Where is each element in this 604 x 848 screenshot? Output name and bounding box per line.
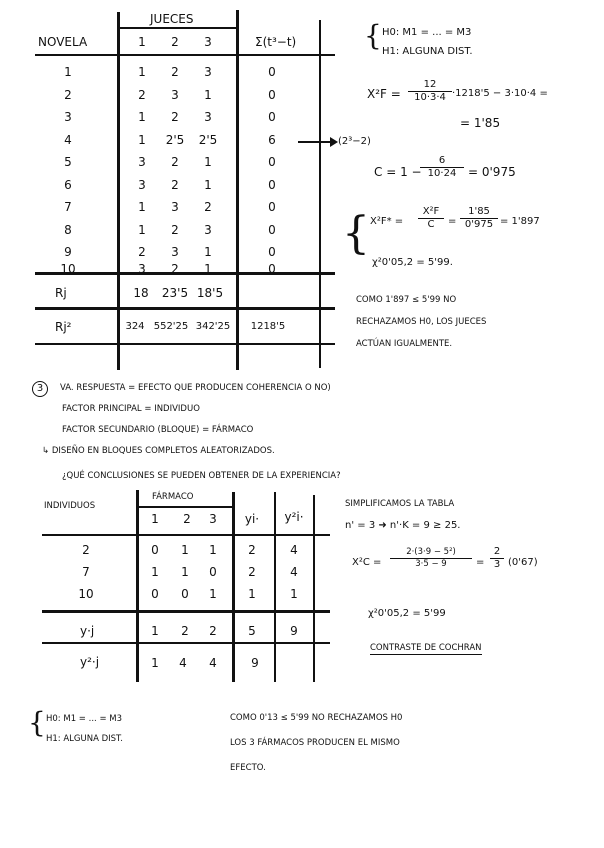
t1-col-novela: NOVELA	[38, 35, 88, 49]
t2-yj-label: y·j	[80, 624, 95, 638]
t1-col-judge-3: 3	[204, 35, 212, 49]
c-lhs: C = 1 −	[374, 165, 422, 179]
xf-result: = 1'85	[460, 116, 501, 130]
t2-yj-2: 2	[181, 624, 189, 638]
xfstar-lhs: X²F* =	[370, 216, 404, 227]
t1-row-8-sum: 0	[268, 222, 276, 237]
arrow-note: (2³−2)	[338, 136, 371, 147]
t1-row-7-sum: 0	[268, 200, 276, 214]
t1-col-judge-2: 2	[171, 35, 179, 49]
t2-row-1-farmaco-1: 0	[151, 543, 159, 557]
t2-yj-1: 1	[151, 624, 159, 638]
t1-row-4-sum: 6	[268, 132, 276, 147]
t1-row-4-novela: 4	[64, 132, 72, 147]
xf-frac-den: 10·3·4	[414, 92, 446, 103]
t2-row-1-yi2: 4	[290, 543, 298, 557]
conclusion1-c: ACTÚAN IGUALMENTE.	[356, 339, 453, 349]
t1-row-1-sum: 0	[268, 65, 276, 79]
t1-row-9-judge-3: 1	[204, 245, 212, 259]
section3-line3: FACTOR SECUNDARIO (BLOQUE) = FÁRMACO	[62, 425, 254, 435]
simplify-line: SIMPLIFICAMOS LA TABLA	[345, 499, 455, 509]
t1-row-6-novela: 6	[64, 177, 72, 192]
t2-yj-3: 2	[209, 624, 217, 638]
t1-row-6-sum: 0	[268, 177, 276, 192]
t2-row-1-farmaco-2: 1	[181, 543, 189, 557]
t2-row-3-farmaco-3: 1	[209, 587, 217, 601]
t1-row-10-novela: 10	[60, 261, 76, 276]
t1-row-7-judge-3: 2	[204, 200, 212, 214]
t2-row-2-farmaco-2: 1	[181, 565, 189, 579]
t2-col-yi: yi·	[244, 512, 260, 526]
t1-row-6-judge-1: 3	[138, 177, 146, 192]
t1-rj-1: 18	[133, 286, 149, 300]
t1-rj-2: 23'5	[161, 286, 189, 300]
t1-row-1-judge-2: 2	[171, 65, 179, 79]
bottom-line3: EFECTO.	[230, 763, 266, 773]
t2-col-f3: 3	[209, 512, 217, 526]
xc-num2: 2	[490, 547, 504, 559]
t2-col-f1: 1	[151, 512, 159, 526]
t1-row-7-judge-2: 3	[171, 200, 179, 214]
xc-num: 2·(3·9 − 5²)	[390, 548, 472, 559]
t1-row-2-judge-2: 3	[171, 87, 179, 102]
t1-row-5-judge-2: 2	[171, 155, 179, 169]
t2-yj2-1: 1	[151, 656, 159, 670]
t1-judges-header: JUECES	[150, 12, 194, 26]
xfstar-num: X²F	[418, 207, 444, 219]
t2-row-3-farmaco-2: 0	[181, 587, 189, 601]
xc-den2: 3	[493, 559, 501, 570]
t1-row-3-novela: 3	[64, 110, 72, 124]
bottom-line1: COMO 0'13 ≤ 5'99 NO RECHAZAMOS H0	[230, 713, 403, 723]
h0-line: H0: M1 = ... = M3	[382, 27, 472, 38]
t2-farmaco-header: FÁRMACO	[152, 492, 194, 502]
xfstar-den2: 0'975	[464, 219, 494, 230]
xfstar-mid: =	[448, 216, 457, 227]
t1-row-5-judge-3: 1	[204, 155, 212, 169]
t1-row-3-judge-2: 2	[171, 110, 179, 124]
t1-row-5-novela: 5	[64, 155, 72, 169]
t2-yj2-3: 4	[209, 656, 217, 670]
t1-row-2-sum: 0	[268, 87, 276, 102]
t2-row-1-farmaco-3: 1	[209, 543, 217, 557]
t1-row-10-judge-3: 1	[204, 261, 212, 276]
bottom-h1: H1: ALGUNA DIST.	[46, 734, 123, 744]
t1-col-judge-1: 1	[138, 35, 146, 49]
t1-row-3-sum: 0	[268, 110, 276, 124]
t2-row-2-farmaco-3: 0	[209, 565, 217, 579]
t2-yj2-2: 4	[179, 656, 187, 670]
xc-mid: =	[476, 557, 485, 568]
t1-row-6-judge-3: 1	[204, 177, 212, 192]
chi-line-1: χ²0'05,2 = 5'99.	[372, 257, 453, 268]
t1-rj-3: 18'5	[196, 286, 224, 300]
t1-rj2-label: Rj²	[55, 320, 72, 334]
t1-row-4-judge-1: 1	[138, 132, 146, 147]
arrow-to-note	[298, 137, 338, 147]
t2-yj2-label: y²·j	[80, 655, 100, 669]
xfstar-result: = 1'897	[500, 216, 540, 227]
hyp-brace-1: {	[364, 19, 382, 52]
t2-yj2-total: 9	[251, 656, 259, 670]
t1-row-1-judge-1: 1	[138, 65, 146, 79]
t1-row-2-novela: 2	[64, 87, 72, 102]
t1-row-8-judge-3: 3	[204, 222, 212, 237]
t1-rj2-sum: 1218'5	[250, 321, 286, 332]
t1-row-5-sum: 0	[268, 155, 276, 169]
t1-rj2-1: 324	[125, 321, 145, 332]
bottom-h0: H0: M1 = ... = M3	[46, 714, 123, 724]
hyp-brace-2: {	[28, 706, 46, 739]
contraste-title: CONTRASTE DE COCHRAN	[370, 643, 482, 653]
section3-line1: VA. RESPUESTA = EFECTO QUE PRODUCEN COHERENCIA O NO)	[60, 383, 331, 393]
t2-row-2-farmaco-1: 1	[151, 565, 159, 579]
t1-col-sum: Σ(t³−t)	[255, 35, 297, 49]
t2-row-1-individuo: 2	[82, 543, 90, 557]
t1-row-3-judge-3: 3	[204, 110, 212, 124]
t1-row-2-judge-1: 2	[138, 87, 146, 102]
t1-row-5-judge-1: 3	[138, 155, 146, 169]
chi-line-2: χ²0'05,2 = 5'99	[368, 608, 446, 619]
xf-rest: ·1218'5 − 3·10·4 =	[452, 88, 548, 99]
h1-line: H1: ALGUNA DIST.	[382, 46, 473, 57]
xc-result: (0'67)	[508, 557, 538, 568]
bottom-line2: LOS 3 FÁRMACOS PRODUCEN EL MISMO	[230, 738, 400, 748]
c-result: = 0'975	[468, 165, 516, 179]
t2-yj-total2: 9	[290, 624, 298, 638]
xc-den: 3·5 − 9	[415, 558, 447, 569]
t1-rj2-2: 552'25	[153, 321, 189, 332]
t1-row-4-judge-3: 2'5	[198, 132, 218, 147]
xfstar-den: C	[427, 219, 435, 230]
xc-lhs: X²C =	[352, 557, 382, 568]
t1-rj-label: Rj	[55, 286, 67, 300]
t2-col-f2: 2	[183, 512, 191, 526]
t2-row-3-farmaco-1: 0	[151, 587, 159, 601]
t1-row-2-judge-3: 1	[204, 87, 212, 102]
chi-brace: {	[342, 208, 370, 259]
t2-row-2-yi: 2	[248, 565, 256, 579]
c-frac-num: 6	[420, 156, 464, 168]
xfstar-num2: 1'85	[460, 207, 498, 219]
t1-row-8-judge-2: 2	[171, 222, 179, 237]
t1-row-10-judge-2: 2	[171, 261, 179, 276]
section3-line5: ¿QUÉ CONCLUSIONES SE PUEDEN OBTENER DE LA EXPERIENCIA?	[62, 471, 341, 481]
xf-frac-num: 12	[408, 80, 452, 92]
t1-row-10-judge-1: 3	[138, 261, 146, 276]
c-frac-den: 10·24	[427, 168, 457, 179]
section3-number: 3	[32, 381, 48, 397]
conclusion1-a: COMO 1'897 ≤ 5'99 NO	[356, 295, 457, 305]
t1-row-9-judge-2: 3	[171, 245, 179, 259]
t2-col-individuos: INDIVIDUOS	[44, 501, 96, 511]
conclusion1-b: RECHAZAMOS H0, LOS JUECES	[356, 317, 487, 327]
t1-row-4-judge-2: 2'5	[165, 132, 185, 147]
t1-row-3-judge-1: 1	[138, 110, 146, 124]
t1-row-9-judge-1: 2	[138, 245, 146, 259]
t1-row-6-judge-2: 2	[171, 177, 179, 192]
t1-row-1-novela: 1	[64, 65, 72, 79]
t2-row-3-yi: 1	[248, 587, 256, 601]
t1-row-9-novela: 9	[64, 245, 72, 259]
t1-row-10-sum: 0	[268, 261, 276, 276]
t2-row-2-yi2: 4	[290, 565, 298, 579]
xf-lhs: X²F =	[367, 87, 401, 101]
section3-line4: ↳ DISEÑO EN BLOQUES COMPLETOS ALEATORIZADOS.	[42, 446, 275, 456]
t1-row-8-novela: 8	[64, 222, 72, 237]
t1-rj2-3: 342'25	[195, 321, 231, 332]
t1-row-9-sum: 0	[268, 245, 276, 259]
t2-yj-total: 5	[248, 624, 256, 638]
section3-line2: FACTOR PRINCIPAL = INDIVIDUO	[62, 404, 200, 414]
t2-row-2-individuo: 7	[82, 565, 90, 579]
n-line: n' = 3 ➜ n'·K = 9 ≥ 25.	[345, 520, 461, 531]
t2-row-3-yi2: 1	[290, 587, 298, 601]
t1-row-7-judge-1: 1	[138, 200, 146, 214]
t1-row-8-judge-1: 1	[138, 222, 146, 237]
t1-row-7-novela: 7	[64, 200, 72, 214]
t1-row-1-judge-3: 3	[204, 65, 212, 79]
t2-row-1-yi: 2	[248, 543, 256, 557]
t2-col-yi2: y²i·	[284, 510, 304, 524]
t2-row-3-individuo: 10	[78, 587, 94, 601]
